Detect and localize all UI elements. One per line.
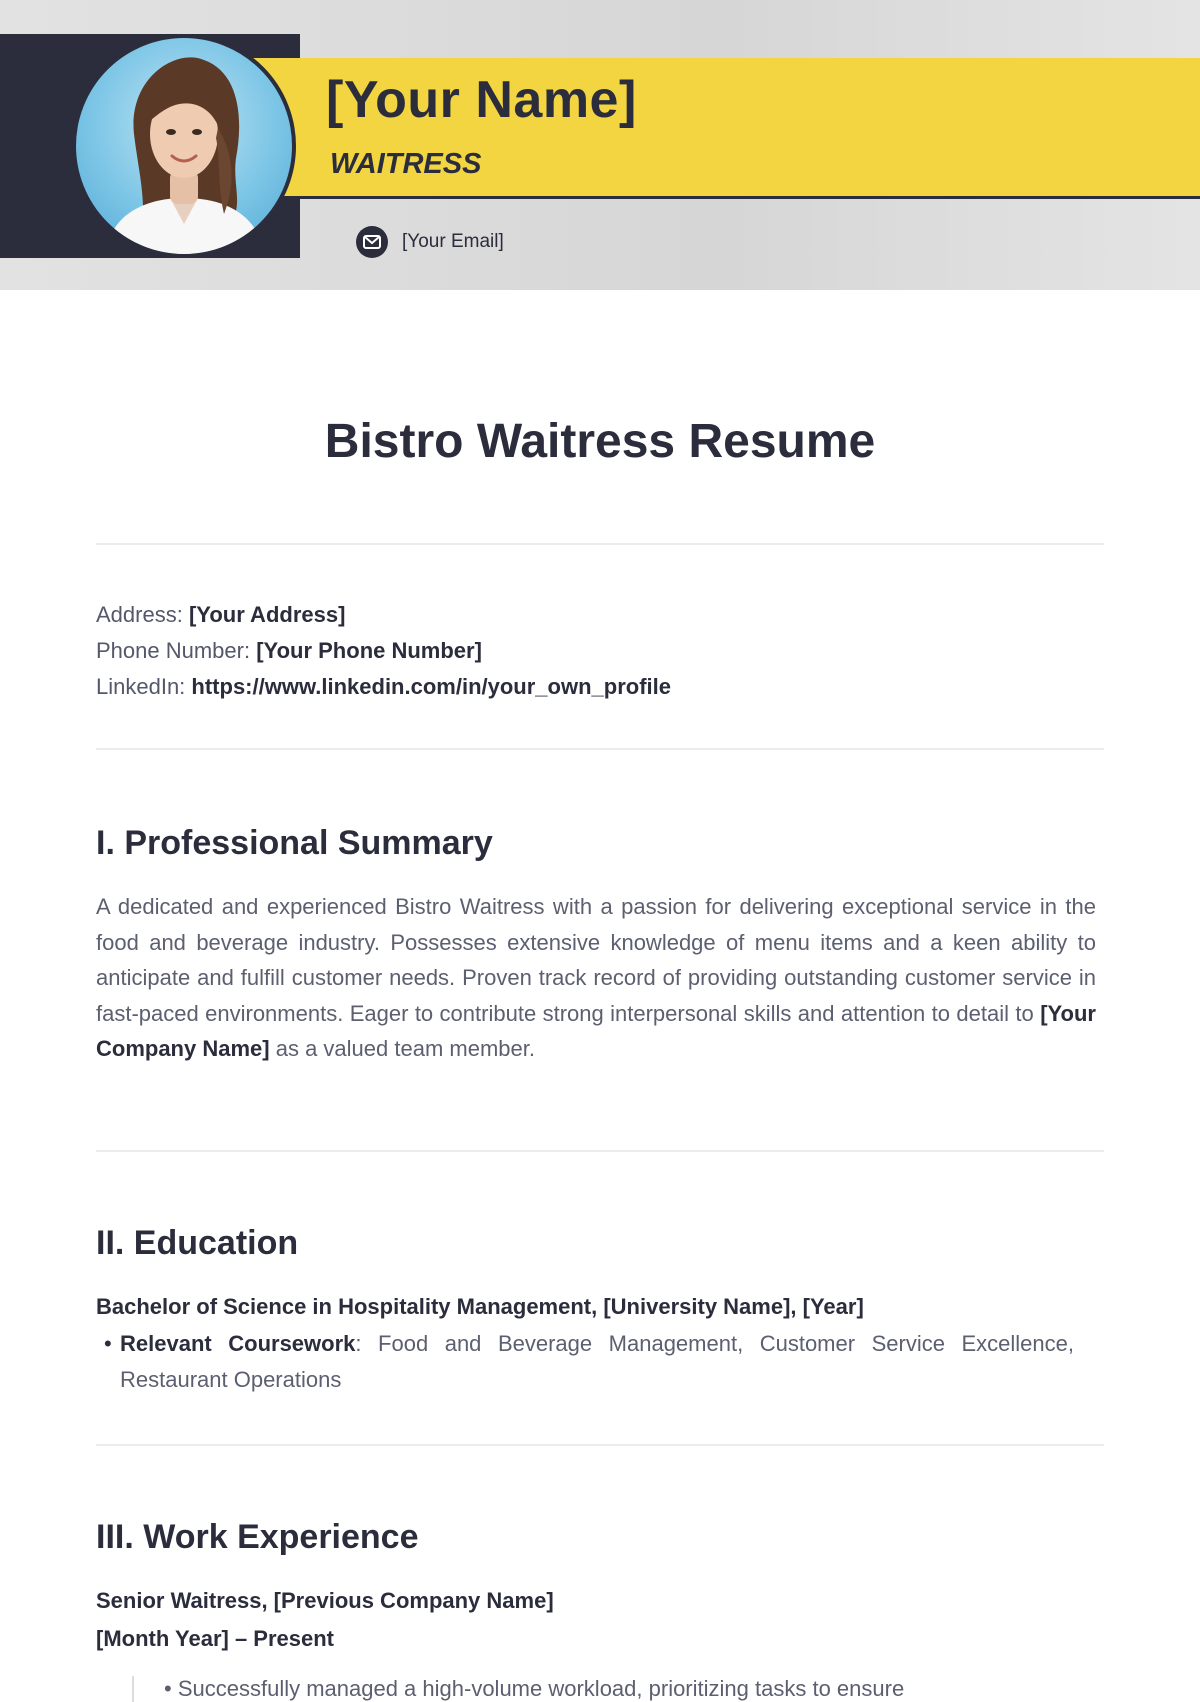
divider: [96, 748, 1104, 750]
email-row: [356, 226, 504, 258]
coursework-label: Relevant Coursework: [120, 1331, 356, 1356]
summary-company: [Your Company Name]: [96, 1000, 1096, 1062]
contact-block: [96, 597, 671, 705]
education-heading: II. Education: [96, 1224, 299, 1262]
profile-photo-illustration: [76, 38, 292, 254]
divider: [96, 1444, 1104, 1446]
email-text: [Your Email]: [402, 231, 504, 252]
bullet-dot: •: [164, 1676, 178, 1701]
address-value: [Your Address]: [188, 602, 346, 627]
linkedin-value: https://www.linkedin.com/in/your_own_profile: [191, 674, 671, 699]
coursework-value: : Food and Beverage Management, Customer Service Excellence, Restaurant Operations: [120, 1331, 1074, 1392]
linkedin-label: LinkedIn:: [96, 674, 186, 699]
experience-bullet-text: Successfully managed a high-volume workload, prioritizing tasks to ensure: [177, 1676, 905, 1701]
divider: [96, 543, 1104, 545]
candidate-name: [Your Name]: [326, 71, 637, 129]
candidate-role: WAITRESS: [330, 148, 482, 180]
summary-heading: I. Professional Summary: [96, 824, 493, 862]
phone-value: [Your Phone Number]: [256, 638, 482, 663]
coursework-text: [120, 1326, 1074, 1398]
address-line: [96, 597, 671, 633]
divider: [96, 1150, 1104, 1152]
coursework-bullet: [104, 1326, 1074, 1398]
document-title: Bistro Waitress Resume: [324, 415, 876, 468]
summary-text-before: A dedicated and experienced Bistro Waitress with a passion for delivering exceptional service in the food and beverage industry. Possesses extensive knowledge of menu items and a keen ability to anticipate and fulfill customer needs. Proven track record of providing outstanding customer service in fast-paced environments. Eager to contribute strong interpersonal skills and attention to detail to: [96, 894, 1096, 1026]
bullet-dot: •: [104, 1331, 112, 1356]
job-dates: [Month Year] – Present: [96, 1626, 334, 1651]
phone-line: [96, 633, 671, 669]
summary-paragraph: [96, 889, 1096, 1067]
email-icon: [356, 226, 388, 258]
job-title: Senior Waitress, [Previous Company Name]: [96, 1588, 554, 1613]
avatar: [72, 34, 296, 258]
experience-bullets: [132, 1676, 1124, 1702]
address-label: Address:: [96, 602, 183, 627]
linkedin-line: [96, 669, 671, 705]
phone-label: Phone Number:: [96, 638, 251, 663]
education-degree: Bachelor of Science in Hospitality Management, [University Name], [Year]: [96, 1294, 864, 1319]
resume-header: [0, 0, 1200, 290]
experience-heading: III. Work Experience: [96, 1518, 419, 1556]
summary-text-after: as a valued team member.: [275, 1036, 535, 1062]
